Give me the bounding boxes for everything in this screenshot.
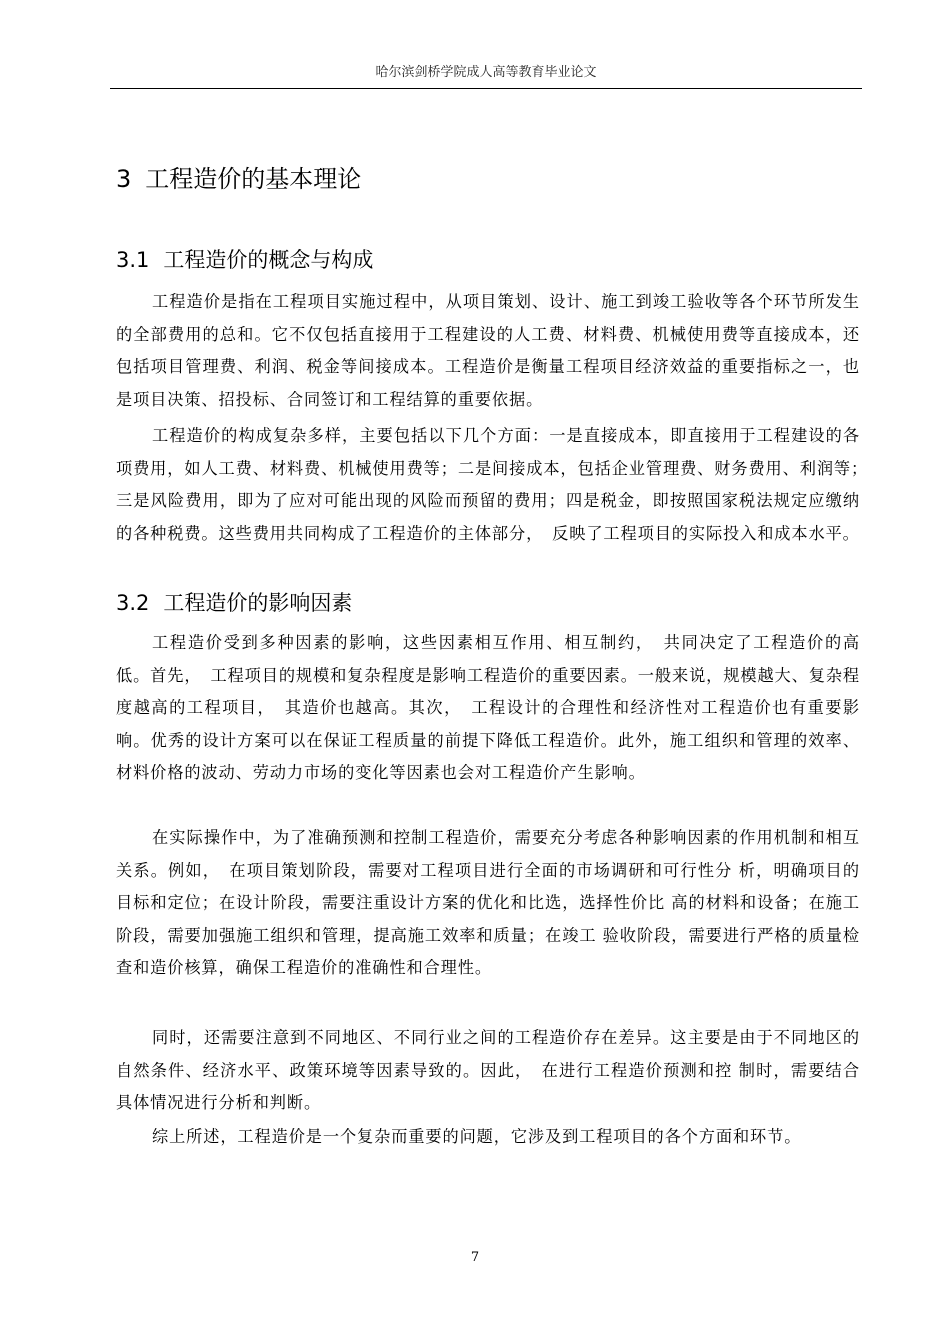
body-paragraph: 在实际操作中，为了准确预测和控制工程造价，需要充分考虑各种影响因素的作用机制和相互关系。例如， 在项目策划阶段，需要对工程项目进行全面的市场调研和可行性分 析，明确项目的目标和定位；在设计阶段，需要注重设计方案的优化和比选，选择性价比 高的材料和设备；在施工阶段，需要加强施工组织和管理，提高施工效率和质量；在竣工 验收阶段，需要进行严格的质量检查和造价核算，确保工程造价的准确性和合理性。 (116, 828, 860, 978)
body-paragraph: 工程造价是指在工程项目实施过程中，从项目策划、设计、施工到竣工验收等各个环节所发生的全部费用的总和。它不仅包括直接用于工程建设的人工费、材料费、机械使用费等直接成本，还包括项目管理费、利润、税金等间接成本。工程造价是衡量工程项目经济效益的重要指标之一，也是项目决策、招投标、合同签订和工程结算的重要依据。 (116, 292, 860, 409)
body-paragraph: 工程造价的构成复杂多样，主要包括以下几个方面：一是直接成本，即直接用于工程建设的各项费用，如人工费、材料费、机械使用费等；二是间接成本，包括企业管理费、财务费用、利润等； 三是风险费用，即为了应对可能出现的风险而预留的费用；四是税金，即按照国家税法规定应缴纳的各种税费。这些费用共同构成了工程造价的主体部分， 反映了工程项目的实际投入和成本水平。 (116, 426, 878, 543)
section-title: 工程造价的概念与构成 (163, 248, 374, 272)
header-title: 哈尔滨剑桥学院成人高等教育毕业论文 (375, 65, 597, 80)
body-paragraph: 同时，还需要注意到不同地区、不同行业之间的工程造价存在差异。这主要是由于不同地区的自然条件、经济水平、政策环境等因素导致的。因此， 在进行工程造价预测和控 制时，需要结合具体情况进行分析和判断。 (116, 1028, 860, 1113)
chapter-heading (116, 163, 361, 195)
chapter-number: 3 (116, 165, 132, 193)
page-header (110, 64, 862, 89)
section-heading (116, 588, 352, 618)
page-number: 7 (470, 1250, 480, 1265)
section-number: 3.2 (116, 591, 150, 615)
section-heading (116, 245, 373, 275)
section-title: 工程造价的影响因素 (163, 591, 353, 615)
chapter-title: 工程造价的基本理论 (145, 165, 362, 193)
body-paragraph: 综上所述，工程造价是一个复杂而重要的问题，它涉及到工程项目的各个方面和环节。 (152, 1127, 802, 1146)
body-paragraph: 工程造价受到多种因素的影响，这些因素相互作用、相互制约， 共同决定了工程造价的高低。首先， 工程项目的规模和复杂程度是影响工程造价的重要因素。一般来说，规模越大、复杂程度越高的工程项目， 其造价也越高。其次， 工程设计的合理性和经济性对工程造价也有重要影响。优秀的设计方案可以在保证工程质量的前提下降低工程造价。此外，施工组织和管理的效率、材料价格的波动、劳动力市场的变化等因素也会对工程造价产生影响。 (116, 633, 860, 783)
section-number: 3.1 (116, 248, 150, 272)
